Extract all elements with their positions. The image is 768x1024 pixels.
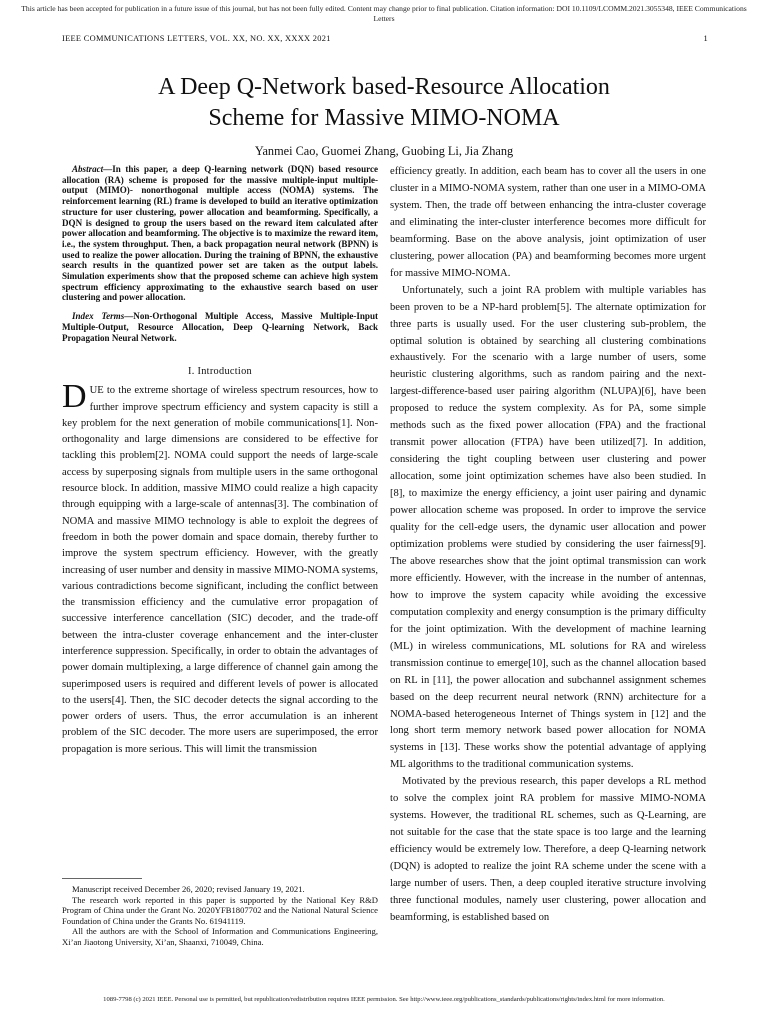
journal-name: IEEE COMMUNICATIONS LETTERS, VOL. XX, NO. XX, XXXX 2021: [62, 34, 331, 43]
author-list: Yanmei Cao, Guomei Zhang, Guobing Li, Jia Zhang: [254, 144, 514, 158]
page-number: 1: [703, 34, 708, 43]
index-terms: [62, 311, 378, 343]
right-paragraph-3: Motivated by the previous research, this paper develops a RL method to solve the complex joint RA problem for massive MIMO-NOMA systems. However, the traditional RL schemes, such as Q-Learning, are not suitable for the case that the state space is too large and the learning efficiency would be extremely low. Therefore, a deep Q-learning network (DQN) is adopted to realize the joint RA scheme under the scene with a large number of users. Then, a deep coupled iterative structure involving three functional modules, namely user clustering, power allocation and beamforming, is established based on: [390, 776, 706, 923]
abstract-text: —In this paper, a deep Q-learning network (DQN) based resource allocation (RA) scheme is proposed for the massive multiple-input multiple-output (MIMO)- nonorthogonal multiple access (NOMA) systems. The reinforcement learning (RL) frame is developed to build an iterative optimization structure for user clustering, power allocation and beamforming. Specifically, a DQN is designed to group the users based on the reward item calculated after power allocation and beamforming. The objective is to maximize the reward item, i.e., the system throughput. Then, a back propagation neural network (BPNN) is used to realize the power allocation. During the training of BPNN, the exhaustive search results in the quantized power set are taken as the output labels. Simulation experiments show that the proposed scheme can achieve high system spectrum efficiency approximating to the exhaustive search based on user clustering and power allocation.: [62, 164, 378, 303]
right-paragraph-1: efficiency greatly. In addition, each beam has to cover all the users in one cluster in a MIMO-NOMA system, rather than one user in a MIMO-OMA system. Then, the trade off between enhancing the intra-cluster coverage and eliminating the inter-cluster interference becomes more difficult for beamforming. Base on the above analysis, joint optimization of user clustering, power allocation (PA) and beamforming becomes more urgent for massive MIMO-NOMA.: [390, 166, 706, 279]
copyright-notice: 1089-7798 (c) 2021 IEEE. Personal use is permitted, but republication/redistribution requires IEEE permission. See http://www.ieee.org/publications_standards/publications/rights/index.html for more information.: [103, 996, 665, 1003]
intro-paragraph: [62, 378, 379, 758]
right-paragraph-2: Unfortunately, such a joint RA problem with multiple variables has been proven to be a NP-hard problem[5]. The alternate optimization for three parts is usually used. For the user clustering sub-problem, the optimal solution is obtained by searching all clustering combinations exhaustively. For the scenario with a large number of users, some heuristic clustering algorithms, such as random pairing and the next-largest-difference-based user pairing algorithm (NLUPA)[6], have been proposed to reduce the system complexity. As for PA, some simple methods such as the fixed power allocation (FPA) and the fractional transmit power allocation (FTPA) have been utilized[7]. In addition, considering the tight coupling between user clustering and power allocation, some joint optimization schemes have also been studied. In [8], to maximize the energy efficiency, a joint user pairing and dynamic power allocation scheme was proposed. In order to improve the service quality for the cell-edge users, the dynamic user allocation and power optimization problems were studied by considering the user fairness[9]. The above researches show that the joint optimal transmission can work more efficiently. However, with the increase in the number of antennas, how to improve the system capacity while avoiding the excessive computation complexity and energy consumption is the primary difficulty for the joint optimization. With the development of machine learning (ML) in wireless communications, ML solutions for RA and wireless transmission continue to emerge[10], such as the channel allocation based on RL in [11], the power allocation and subchannel assignment schemes based on the deep recurrent neural network (RNN) architecture for a NOMA-based heterogeneous Internet of Things system in [12] and the long short term memory network based power allocation for NOMA systems in [13]. These works show the potential advantage of applying ML algorithms to the traditional communication systems.: [390, 284, 706, 771]
right-column: [390, 164, 706, 927]
abstract-label: Abstract: [72, 164, 104, 174]
footnote-manuscript: Manuscript received December 26, 2020; revised January 19, 2021.: [72, 884, 305, 894]
intro-text: UE to the extreme shortage of wireless spectrum resources, how to further improve spectrum efficiency and system capacity is still a key problem for the next generation of mobile communications[1]. Non-orthogonality and large dimensions are considered to be effective for tackling this problem[2]. NOMA could support the needs of large-scale access by superposing signals from multiple users in the same orthogonal resource block. In addition, massive MIMO could realize a high capacity through equipping with a large-scale of antennas[3]. The combination of NOMA and massive MIMO technology is able to exploit the degrees of freedom in both the power domain and space domain, thereby further to improve the system spectrum efficiency. However, with the greatly increasing of user number and density in massive MIMO-NOMA systems, various contradictions become significant, including the conflict between the transmission efficiency and the cumulative error propagation of successive interference cancellation (SIC) decoder, and the trade-off between the intra-cluster coverage enhancement and the inter-cluster interference suppression. Specifically, in order to obtain the advantages of power domain multiplexing, a large difference of channel gain among the superimposed users is required and different levels of power is allocated to the users[4]. Then, the SIC decoder detects the signal according to the power orders of users. Thus, the error accumulation is an inherent problem of the SIC decoder. The more users are superimposed, the error propagation is more serious. This will limit the transmission: [62, 385, 379, 755]
paper-title: [40, 72, 728, 134]
footnote-rule: [62, 878, 142, 879]
left-column: [62, 164, 378, 758]
footnote-funding: The research work reported in this paper is supported by the National Key R&D Program of China under the Grant No. 2020YFB1807702 and the National Natural Science Foundation of China under the Grants No. 61941119.: [62, 894, 378, 926]
title-line-1: A Deep Q-Network based-Resource Allocation: [158, 74, 610, 100]
abstract: [62, 164, 378, 303]
section-heading-introduction: I. Introduction: [188, 366, 252, 378]
footnotes: [62, 884, 378, 947]
index-terms-text: —Non-Orthogonal Multiple Access, Massive Multiple-Input Multiple-Output, Resource Allocation, Deep Q-learning Network, Back Propagation Neural Network.: [62, 311, 379, 343]
footnote-affiliation: All the authors are with the School of Information and Communications Engineering, Xi’an Jiaotong University, Xi’an, Shaanxi, 710049, China.: [62, 926, 378, 947]
publication-banner: This article has been accepted for publication in a future issue of this journal, but has not been fully edited. Content may change prior to final publication. Citation information: DOI 10.1109/LCOMM.2021.3055348, IEEE Communications Letters: [21, 4, 747, 23]
drop-cap: D: [62, 378, 87, 416]
running-head: [62, 34, 708, 43]
title-line-2: Scheme for Massive MIMO-NOMA: [208, 105, 560, 131]
index-terms-label: Index Terms: [72, 311, 125, 322]
